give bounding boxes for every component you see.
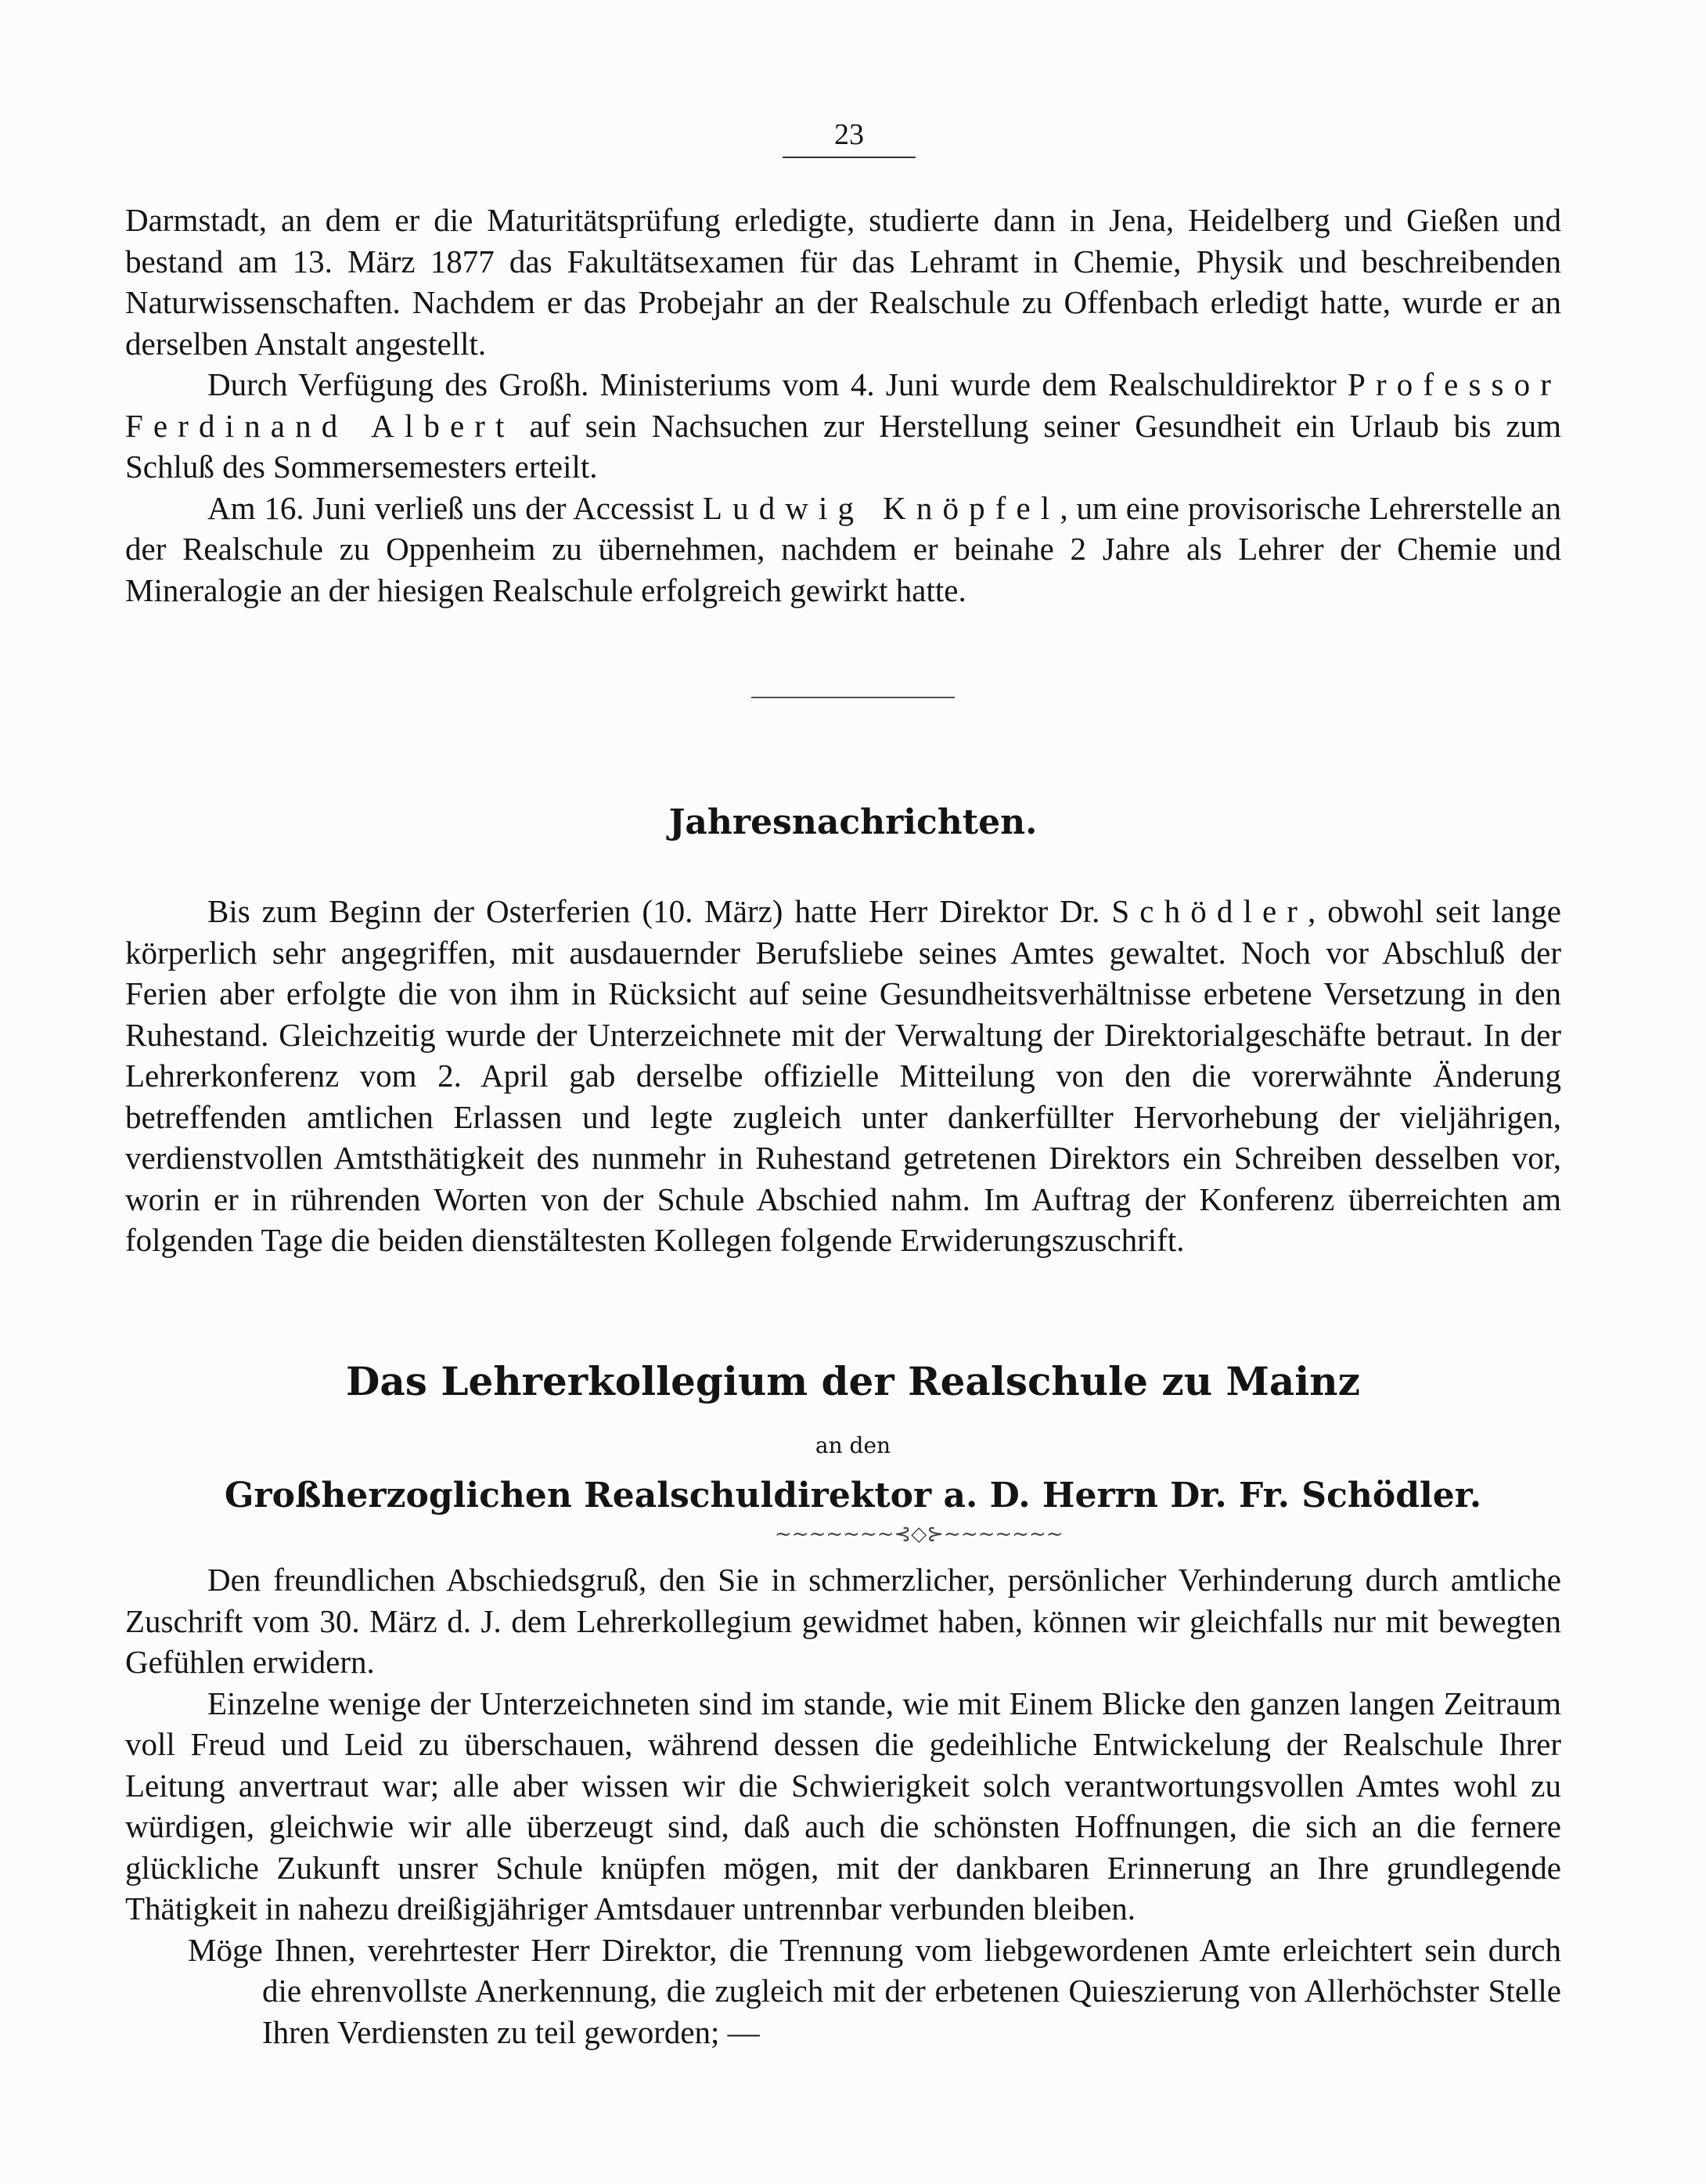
person-name-albert: Professor Ferdinand Albert [125,366,1561,444]
ornament-divider: ~~~~~~~⊰◇⊱~~~~~~~ [775,1523,1064,1546]
top-text-block [125,200,1561,611]
paragraph-knoepfel [125,488,1561,611]
person-name-schoedler: Schödler [1111,893,1308,929]
page-number-rule [783,157,916,158]
person-name-knoepfel: Ludwig Knöpfel [702,489,1060,526]
paragraph-urlaub [125,364,1561,488]
letter-body [125,1559,1561,2052]
letter-paragraph-1: Den freundlichen Abschiedsgruß, den Sie in schmerzlicher, persönlicher Verhinderung durch amtliche Zuschrift vom 30. März d. J. dem Lehrerkollegium gewidmet haben, können wir gleichfalls nur mit bewegten Gefühlen erwidern. [125,1562,1561,1680]
paragraph-continuation: Darmstadt, an dem er die Maturitätsprüfung erledigte, studierte dann in Jena, Heidelberg und Gießen und bestand am 13. März 1877 das Fakultätsexamen für das Lehramt in Chemie, Physik und beschreibenden Naturwissenschaften. Nachdem er das Probejahr an der Realschule zu Offenbach erledigt hatte, wurde er an derselben Anstalt angestellt. [125,202,1561,362]
paragraph-urlaub-text-b: auf sein Nachsuchen zur Herstellung seiner Gesundheit ein Urlaub bis zum Schluß des Sommersemesters erteilt. [125,407,1561,485]
section-title: Jahresnachrichten. [668,802,1038,842]
paragraph-knoepfel-text-a: Am 16. Juni verließ uns der Accessist [207,489,703,526]
letter-paragraph-3: Möge Ihnen, verehrtester Herr Direktor, die Trennung vom liebgewordenen Amte erleichtert sein durch die ehrenvollste Anerkennung, die zugleich mit der erbetenen Quieszierung von Allerhöchster Stelle Ihren Verdiensten zu teil geworden; — [188,1931,1561,2050]
letter-subheading: an den [815,1433,891,1458]
paragraph-jahresnachrichten-text-a: Bis zum Beginn der Osterferien (10. März) hatte Herr Direktor Dr. [207,893,1112,929]
page-number: 23 [834,118,864,151]
paragraph-knoepfel-text-b: , um eine provisorische Lehrerstelle an der Realschule zu Oppenheim zu übernehmen, nachdem er beinahe 2 Jahre als Lehrer der Chemie und Mineralogie an der hiesigen Realschule erfolgreich gewirkt hatte. [125,489,1561,608]
news-block [125,891,1561,1261]
letter-heading: Das Lehrerkollegium der Realschule zu Mainz [346,1358,1360,1404]
section-divider [751,697,955,698]
paragraph-jahresnachrichten [125,891,1561,1261]
letter-paragraph-2: Einzelne wenige der Unterzeichneten sind im stande, wie mit Einem Blicke den ganzen langen Zeitraum voll Freud und Leid zu überschauen, während dessen die gedeihliche Entwickelung der Realschule Ihrer Leitung anvertraut war; alle aber wissen wir die Schwierigkeit solch verantwortungsvollen Amtes wohl zu würdigen, gleichwie wir alle überzeugt sind, daß auch die schönsten Hoffnungen, die sich an die fernere glückliche Zukunft unsrer Schule knüpfen mögen, mit der dankbaren Erinnerung an Ihre grundlegende Thätigkeit in nahezu dreißigjähriger Amtsdauer untrennbar verbunden bleiben. [125,1685,1561,1926]
paragraph-jahresnachrichten-text-b: , obwohl seit lange körperlich sehr angegriffen, mit ausdauernder Berufsliebe seines Amtes gewaltet. Noch vor Abschluß der Ferien aber erfolgte die von ihm in Rücksicht auf seine Gesundheitsverhältnisse erbetene Versetzung in den Ruhestand. Gleichzeitig wurde der Unterzeichnete mit der Verwaltung der Direktorialgeschäfte betraut. In der Lehrerkonferenz vom 2. April gab derselbe offizielle Mitteilung von den die vorerwähnte Änderung betreffenden amtlichen Erlassen und legte zugleich unter dankerfüllter Hervorhebung der vieljährigen, verdienstvollen Amtsthätigkeit des nunmehr in Ruhestand getretenen Direktors ein Schreiben desselben vor, worin er in rührenden Worten von der Schule Abschied nahm. Im Auftrag der Konferenz überreichten am folgenden Tage die beiden dienstältesten Kollegen folgende Erwiderungszuschrift. [125,893,1561,1258]
paragraph-urlaub-text-a: Durch Verfügung des Großh. Ministeriums vom 4. Juni wurde dem Realschuldirektor [207,366,1348,402]
letter-addressee: Großherzoglichen Realschuldirektor a. D. Herrn Dr. Fr. Schödler. [224,1476,1482,1515]
